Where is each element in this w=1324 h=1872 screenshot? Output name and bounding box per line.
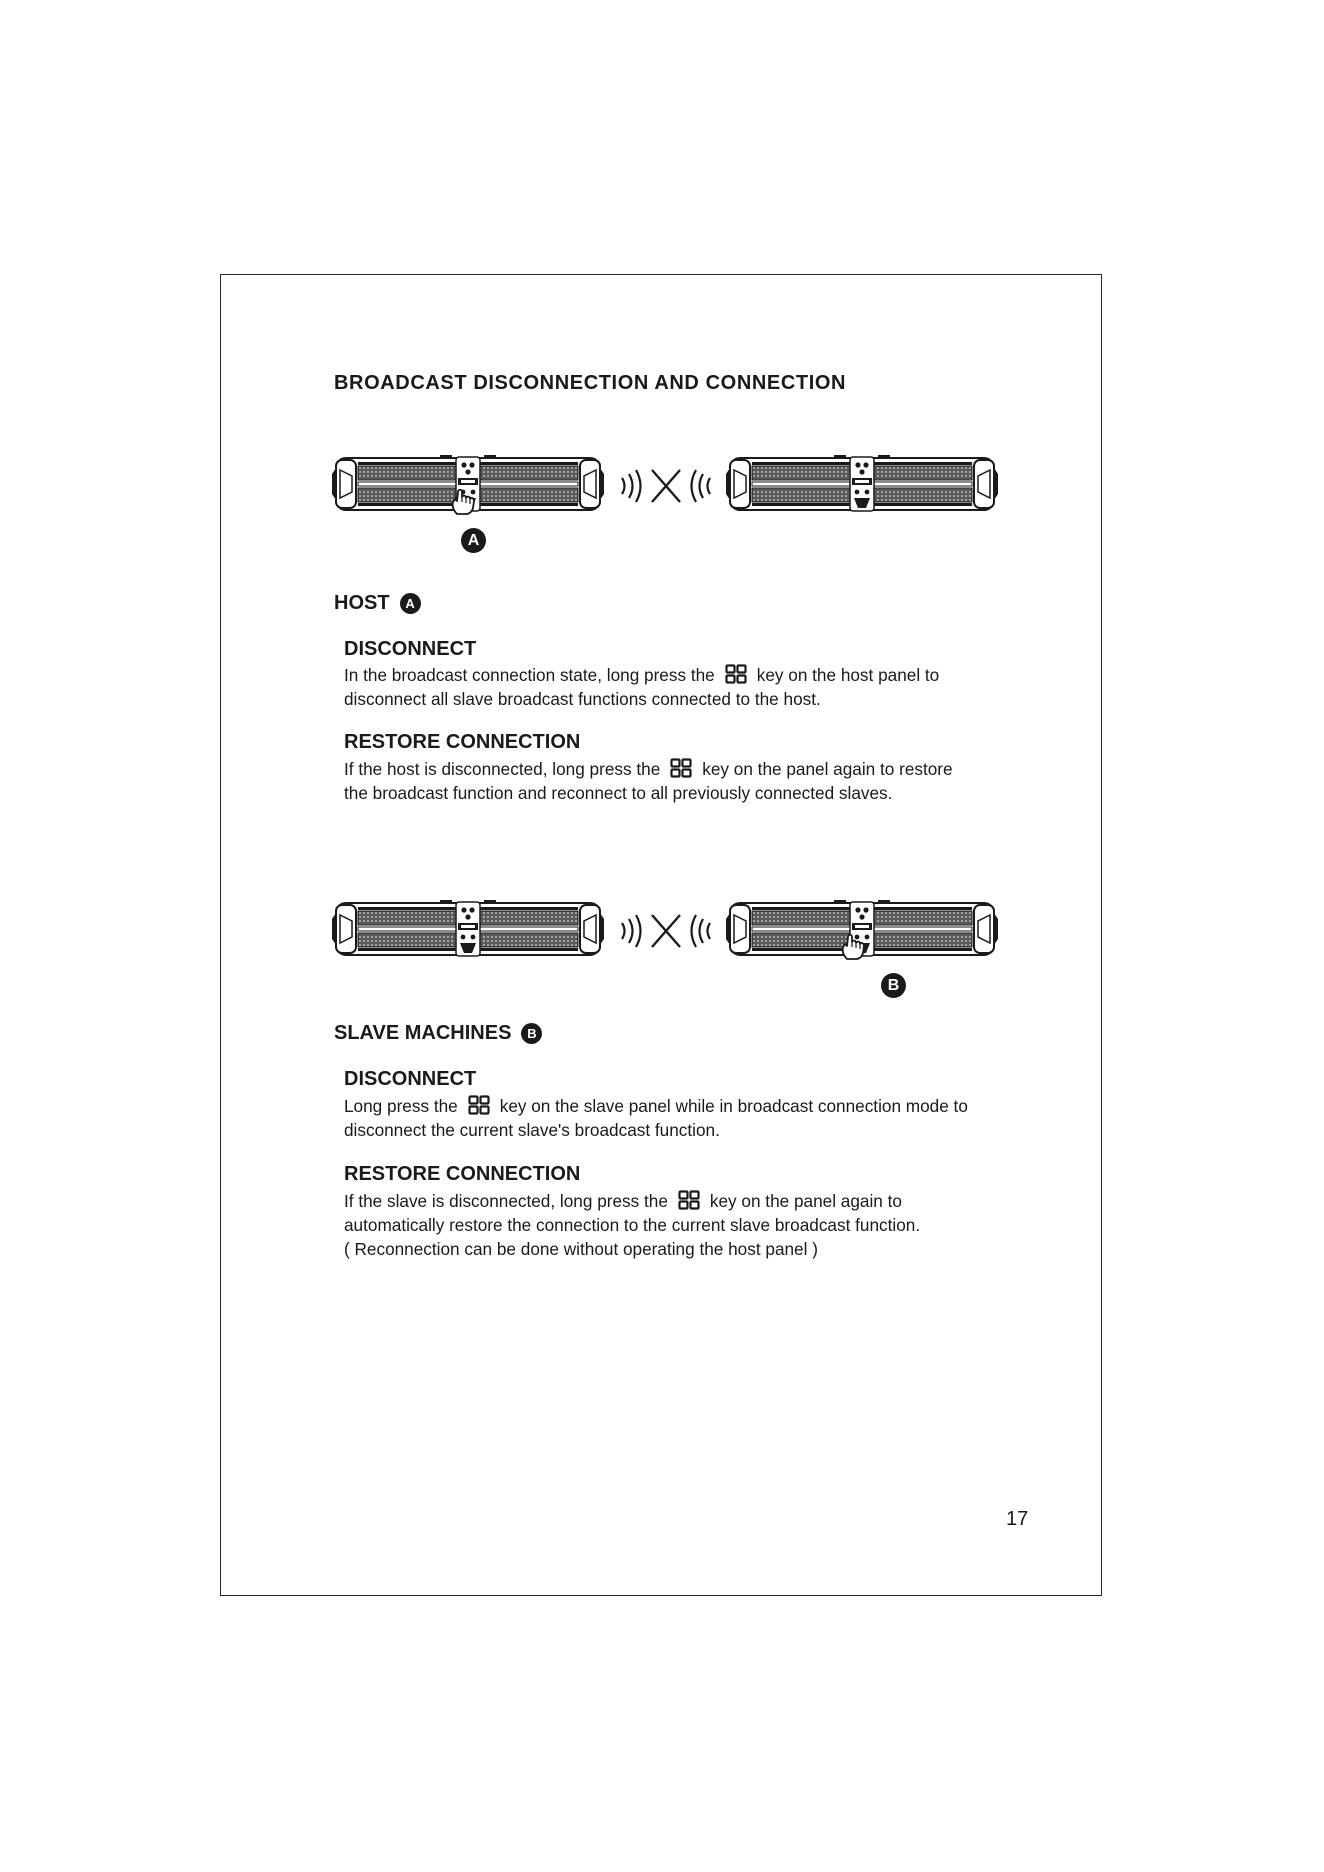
slave-disconnect-line1-post: key on the slave panel while in broadcast connection mode to [499,1096,968,1116]
host-disconnect-line1-post: key on the host panel to [756,665,940,685]
slave-restore-line1-post: key on the panel again to [709,1191,902,1211]
page-title: BROADCAST DISCONNECTION AND CONNECTION [334,372,847,394]
disconnected-signal-icon [618,466,714,506]
host-disconnect-line2: disconnect all slave broadcast functions connected to the host. [344,689,821,709]
host-restore-line2: the broadcast function and reconnect to all previously connected slaves. [344,783,893,803]
broadcast-key-icon [725,664,747,684]
host-badge: A [400,593,421,614]
host-restore-line1-post: key on the panel again to restore [702,759,953,779]
slave-restore-line1-pre: If the slave is disconnected, long press the [344,1191,668,1211]
slave-figure [330,893,1002,973]
slave-disconnect-heading: DISCONNECT [344,1068,477,1090]
figure-badge-b: B [881,973,906,998]
slave-disconnect-line1-pre: Long press the [344,1096,458,1116]
host-figure [330,448,1002,528]
slave-heading [334,1022,542,1045]
page-number: 17 [1006,1508,1029,1530]
disconnected-signal-icon [618,911,714,951]
host-restore-text [344,757,953,805]
host-disconnect-text [344,663,939,711]
slave-speaker-illustration [724,454,1000,514]
host-speaker-illustration [330,899,606,959]
broadcast-key-icon [678,1190,700,1210]
host-disconnect-heading: DISCONNECT [344,638,477,660]
host-heading-text: HOST [334,592,390,614]
slave-badge: B [521,1023,542,1044]
hand-press-icon [448,486,478,516]
host-disconnect-line1-pre: In the broadcast connection state, long press the [344,665,715,685]
figure-badge-a: A [461,528,486,553]
slave-disconnect-line2: disconnect the current slave's broadcast function. [344,1120,720,1140]
slave-restore-line3: ( Reconnection can be done without operating the host panel ) [344,1239,818,1259]
slave-disconnect-text [344,1094,968,1142]
slave-heading-text: SLAVE MACHINES [334,1022,512,1044]
broadcast-key-icon [670,758,692,778]
host-heading [334,592,421,615]
slave-restore-line2: automatically restore the connection to the current slave broadcast function. [344,1215,921,1235]
slave-restore-text [344,1189,920,1261]
broadcast-key-icon [468,1095,490,1115]
host-restore-heading: RESTORE CONNECTION [344,731,581,753]
hand-press-icon [838,931,868,961]
slave-restore-heading: RESTORE CONNECTION [344,1163,581,1185]
host-restore-line1-pre: If the host is disconnected, long press the [344,759,661,779]
